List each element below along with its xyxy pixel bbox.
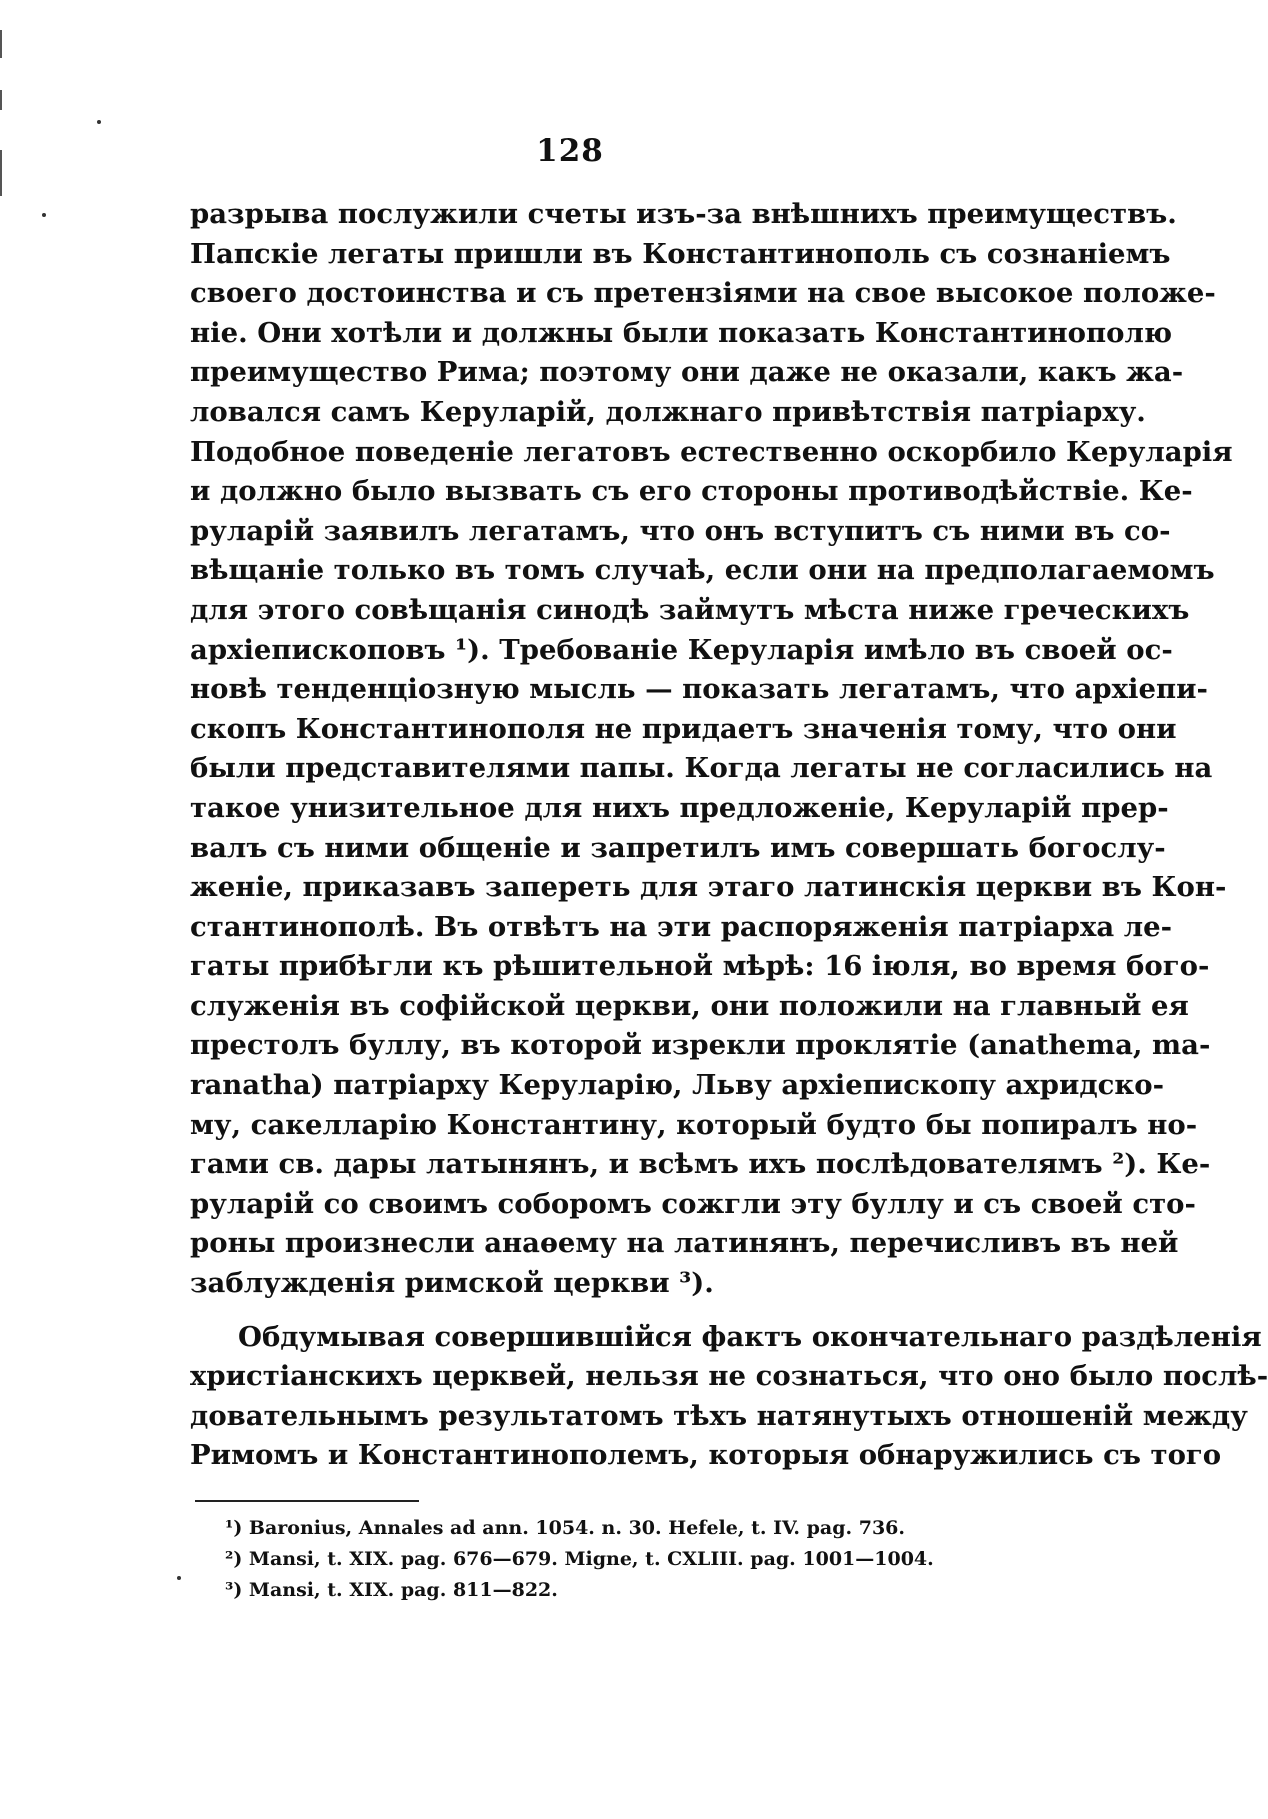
scan-speck bbox=[97, 120, 101, 124]
text-line: разрыва послужили счеты изъ-за внѣшнихъ преимуществъ. bbox=[190, 198, 1177, 230]
text-line: ловался самъ Керуларій, должнаго привѣтствія патріарху. bbox=[190, 395, 1146, 428]
page-number: 128 bbox=[536, 133, 604, 169]
text-line: скопъ Константинополя не придаетъ значенія тому, что они bbox=[190, 712, 1177, 745]
text-line: гаты прибѣгли къ рѣшительной мѣрѣ: 16 іюля, во время бого- bbox=[190, 950, 1210, 983]
body-text bbox=[190, 195, 1268, 1476]
scan-speck bbox=[177, 1576, 181, 1580]
text-line: преимущество Рима; поэтому они даже не оказали, какъ жа- bbox=[190, 356, 1184, 389]
text-line: руларій заявилъ легатамъ, что онъ вступитъ съ ними въ со- bbox=[190, 514, 1171, 547]
text-line: Римомъ и Константинополемъ, которыя обнаружились съ того bbox=[190, 1439, 1222, 1472]
text-line: ніе. Они хотѣли и должны были показать Константинополю bbox=[190, 316, 1173, 349]
scan-edge-mark bbox=[0, 90, 2, 110]
text-line: были представителями папы. Когда легаты не согласились на bbox=[190, 752, 1213, 785]
text-line: Папскіе легаты пришли въ Константинополь съ сознаніемъ bbox=[190, 237, 1171, 270]
footnote: ²) Mansi, t. XIX. pag. 676—679. Migne, t. CXLIII. pag. 1001—1004. bbox=[225, 1548, 934, 1570]
text-line: своего достоинства и съ претензіями на свое высокое положе- bbox=[190, 277, 1216, 310]
text-line: ranatha) патріарху Керуларію, Льву архіепископу ахридско- bbox=[190, 1069, 1165, 1102]
text-line: и должно было вызвать съ его стороны противодѣйствіе. Ке- bbox=[190, 475, 1193, 508]
text-line: престолъ буллу, въ которой изрекли проклятіе (anathema, ma- bbox=[190, 1029, 1211, 1062]
text-line: валъ съ ними общеніе и запретилъ имъ совершать богослу- bbox=[190, 831, 1166, 864]
footnote: ³) Mansi, t. XIX. pag. 811—822. bbox=[225, 1579, 558, 1601]
scan-edge-mark bbox=[0, 30, 2, 58]
text-line: женіе, приказавъ запереть для этаго латинскія церкви въ Кон- bbox=[190, 871, 1227, 904]
text-line: служенія въ софійской церкви, они положили на главный ея bbox=[190, 989, 1189, 1022]
text-line: архіепископовъ ¹). Требованіе Керуларія имѣло въ своей ос- bbox=[190, 633, 1173, 666]
footnote: ¹) Baronius, Annales ad ann. 1054. n. 30. Hefele, t. IV. pag. 736. bbox=[225, 1517, 906, 1539]
text-line: для этого совѣщанія синодѣ займутъ мѣста ниже греческихъ bbox=[190, 593, 1190, 626]
text-line: му, сакелларію Константину, который будто бы попиралъ но- bbox=[190, 1108, 1198, 1141]
text-line: вѣщаніе только въ томъ случаѣ, если они на предполагаемомъ bbox=[190, 554, 1215, 587]
text-line: такое унизительное для нихъ предложеніе, Керуларій прер- bbox=[190, 791, 1169, 824]
text-line: гами св. дары латынянъ, и всѣмъ ихъ послѣдователямъ ²). Ке- bbox=[190, 1148, 1211, 1181]
scan-speck bbox=[42, 213, 46, 217]
footnotes bbox=[225, 1513, 985, 1606]
text-line: Подобное поведеніе легатовъ естественно оскорбило Керуларія bbox=[190, 435, 1233, 468]
text-line: стантинополѣ. Въ отвѣтъ на эти распоряженія патріарха ле- bbox=[190, 910, 1173, 943]
paragraph-gap bbox=[190, 1304, 1015, 1318]
text-line: руларій со своимъ соборомъ сожгли эту буллу и съ своей сто- bbox=[190, 1187, 1196, 1220]
footnote-divider bbox=[195, 1500, 419, 1502]
text-line: роны произнесли анаѳему на латинянъ, перечисливъ въ ней bbox=[190, 1227, 1179, 1260]
text-line: новѣ тенденціозную мысль — показать легатамъ, что архіепи- bbox=[190, 673, 1208, 706]
scan-edge-mark bbox=[0, 150, 2, 196]
text-line: христіанскихъ церквей, нельзя не сознаться, что оно было послѣ- bbox=[190, 1360, 1268, 1393]
text-line: довательнымъ результатомъ тѣхъ натянутыхъ отношеній между bbox=[190, 1399, 1248, 1432]
text-line: заблужденія римской церкви ³). bbox=[190, 1267, 714, 1300]
text-line: Обдумывая совершившійся фактъ окончательнаго раздѣленія bbox=[238, 1320, 1262, 1353]
